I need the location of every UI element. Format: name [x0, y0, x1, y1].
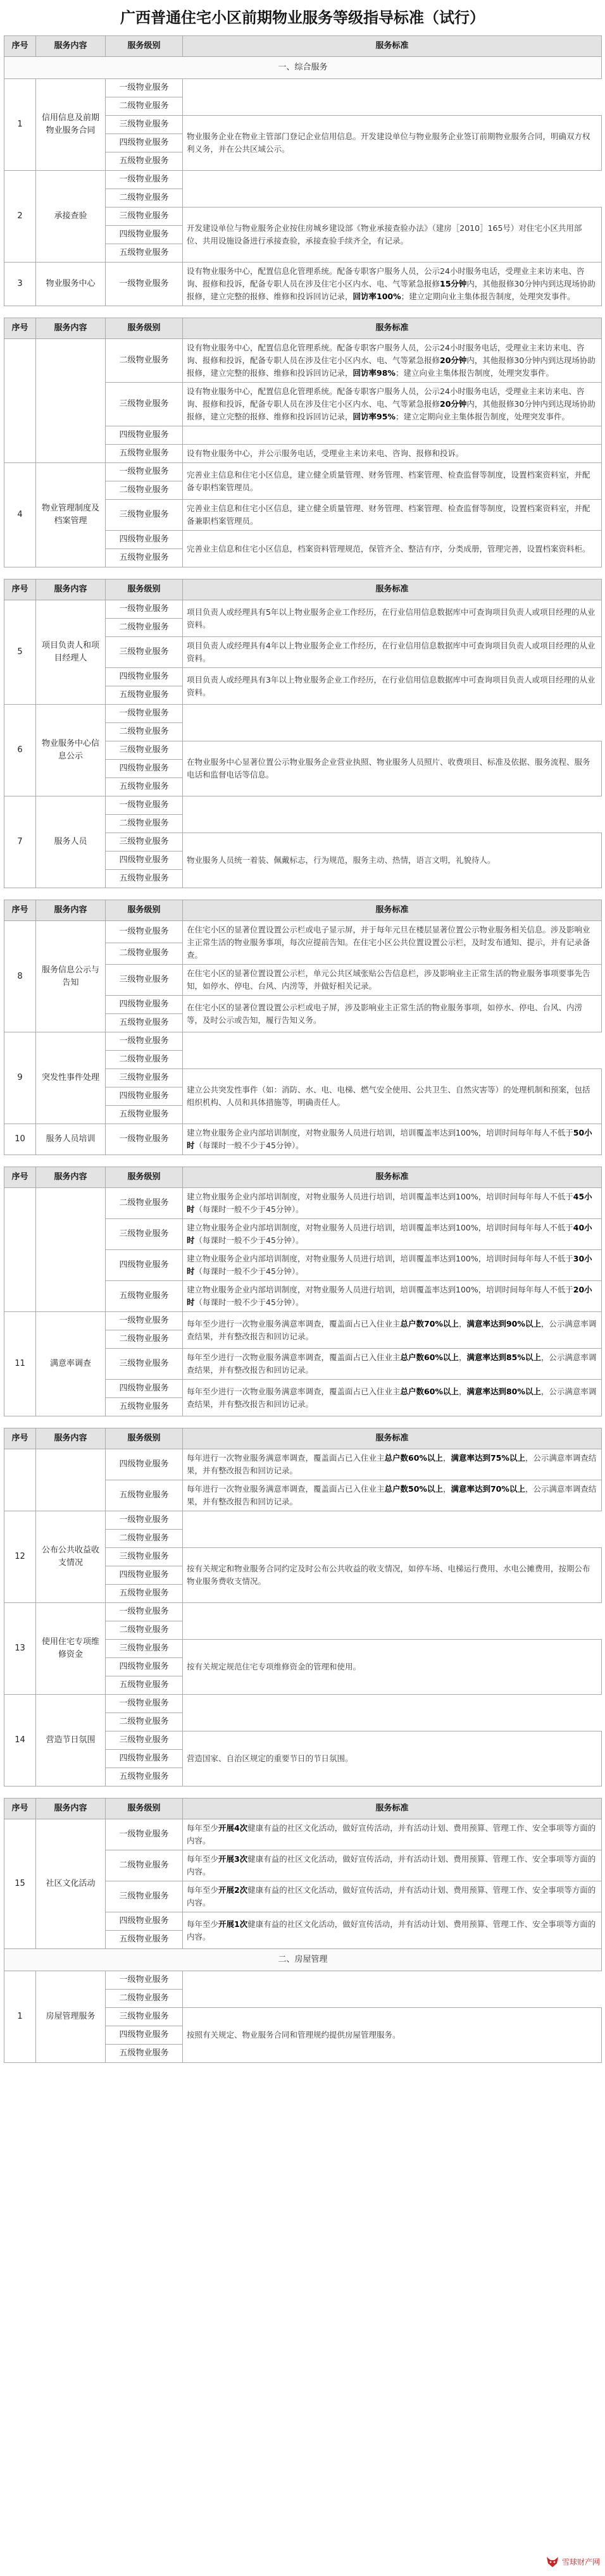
service-level: 三级物业服务	[106, 833, 183, 851]
header-no: 序号	[4, 1799, 36, 1819]
table-row	[4, 705, 602, 723]
item-number: 14	[4, 1695, 36, 1786]
service-standard: 建立物业服务企业内部培训制度，对物业服务人员进行培训，培训覆盖率达到100%，培训时间每年每人不低于30小时（每课时一般不少于45分钟）。	[183, 1250, 602, 1281]
service-standard: 建立物业服务企业内部培训制度，对物业服务人员进行培训，培训覆盖率达到100%，培训时间每年每人不低于40小时（每课时一般不少于45分钟）。	[183, 1219, 602, 1250]
service-level: 一级物业服务	[106, 1603, 183, 1621]
standard-table	[4, 1428, 602, 1786]
service-item-name	[36, 1449, 106, 1511]
service-level: 一级物业服务	[106, 79, 183, 97]
service-level: 一级物业服务	[106, 463, 183, 481]
service-standard: 建立物业服务企业内部培训制度，对物业服务人员进行培训，培训覆盖率达到100%，培训时间每年每人不低于45小时（每课时一般不少于45分钟）。	[183, 1188, 602, 1219]
table-row	[4, 600, 602, 619]
service-item-name: 项目负责人和项目经理人	[36, 600, 106, 705]
service-standard: 每年至少开展4次健康有益的社区文化活动，做好宣传活动，并有活动计划、费用预算、管理工作、安全事项等方面的内容。	[183, 1819, 602, 1850]
service-standard: 开发建设单位与物业服务企业按住房城乡建设部《物业承接查验办法》（建房［2010］165号）对住宅小区共用部位、共用设施设备进行承接查验，承接查验手续齐全，有记录。	[183, 207, 602, 263]
item-number: 13	[4, 1603, 36, 1695]
service-level: 五级物业服务	[106, 1106, 183, 1124]
service-level: 二级物业服务	[106, 97, 183, 116]
service-level: 二级物业服务	[106, 1188, 183, 1219]
service-level: 四级物业服务	[106, 531, 183, 549]
service-level: 三级物业服务	[106, 637, 183, 668]
service-level: 五级物业服务	[106, 244, 183, 263]
service-level: 四级物业服务	[106, 1658, 183, 1676]
section-row	[4, 57, 602, 79]
service-level: 五级物业服务	[106, 778, 183, 796]
header-level: 服务级别	[106, 318, 183, 339]
service-level: 一级物业服务	[106, 796, 183, 815]
service-level: 四级物业服务	[106, 851, 183, 870]
service-level: 四级物业服务	[106, 1087, 183, 1106]
header-level: 服务级别	[106, 900, 183, 921]
service-level: 五级物业服务	[106, 1585, 183, 1603]
item-number	[4, 1449, 36, 1511]
service-level: 四级物业服务	[106, 2026, 183, 2045]
standard-table	[4, 1167, 602, 1416]
item-number: 3	[4, 263, 36, 306]
table-row	[4, 921, 602, 943]
service-level: 三级物业服务	[106, 500, 183, 531]
item-number	[4, 339, 36, 463]
service-standard: 每年至少进行一次物业服务满意率调查，覆盖面占已入住业主总户数70%以上，满意率达到90%以上，公示满意率调查结果，并有整改报告和回访记录。	[183, 1312, 602, 1349]
table-row	[4, 463, 602, 481]
item-number: 6	[4, 705, 36, 796]
service-item-name	[36, 1188, 106, 1312]
service-level: 一级物业服务	[106, 1124, 183, 1155]
service-item-name: 房屋管理服务	[36, 1971, 106, 2063]
table-header-row	[4, 579, 602, 600]
table-header-row	[4, 1428, 602, 1449]
header-level: 服务级别	[106, 579, 183, 600]
header-no: 序号	[4, 318, 36, 339]
header-no: 序号	[4, 36, 36, 57]
table-header-row	[4, 1167, 602, 1188]
header-standard: 服务标准	[183, 1799, 602, 1819]
service-standard: 完善业主信息和住宅小区信息，档案资料管理规范，保管齐全、整洁有序，分类成册，管理完善，设置档案资料柜。	[183, 531, 602, 567]
service-item-name: 社区文化活动	[36, 1819, 106, 1949]
service-item-name: 物业管理制度及档案管理	[36, 463, 106, 567]
table-gap	[4, 567, 601, 579]
service-level: 三级物业服务	[106, 1731, 183, 1750]
service-level: 三级物业服务	[106, 2008, 183, 2026]
service-item-name: 服务信息公示与告知	[36, 921, 106, 1032]
service-item-name: 物业服务中心信息公示	[36, 705, 106, 796]
table-row	[4, 796, 602, 815]
header-standard: 服务标准	[183, 1428, 602, 1449]
service-level: 四级物业服务	[106, 134, 183, 152]
header-no: 序号	[4, 1167, 36, 1188]
service-level: 五级物业服务	[106, 2045, 183, 2063]
service-level: 四级物业服务	[106, 1750, 183, 1768]
service-level: 五级物业服务	[106, 1768, 183, 1786]
service-item-name	[36, 339, 106, 463]
service-level: 三级物业服务	[106, 1548, 183, 1566]
header-item: 服务内容	[36, 900, 106, 921]
service-standard: 在物业服务中心显著位置公示物业服务企业营业执照、物业服务人员照片、收费项目、标准及依据、服务流程、服务电话和监督电话等信息。	[183, 741, 602, 796]
service-level: 五级物业服务	[106, 1398, 183, 1416]
service-level: 五级物业服务	[106, 445, 183, 463]
service-level: 二级物业服务	[106, 1621, 183, 1640]
header-item: 服务内容	[36, 579, 106, 600]
service-level: 五级物业服务	[106, 1480, 183, 1511]
service-standard: 每年至少进行一次物业服务满意率调查，覆盖面占已入住业主总户数60%以上，满意率达到80%以上，公示满意率调查结果，并有整改报告和回访记录。	[183, 1380, 602, 1416]
item-number: 10	[4, 1124, 36, 1155]
service-level: 三级物业服务	[106, 116, 183, 134]
service-standard: 建立物业服务企业内部培训制度，对物业服务人员进行培训，培训覆盖率达到100%，培训时间每年每人不低于50小时（每课时一般不少于45分钟）。	[183, 1124, 602, 1155]
table-gap	[4, 1155, 601, 1167]
service-item-name: 突发性事件处理	[36, 1032, 106, 1124]
header-standard: 服务标准	[183, 36, 602, 57]
service-level: 四级物业服务	[106, 760, 183, 778]
service-level: 一级物业服务	[106, 263, 183, 306]
service-level: 二级物业服务	[106, 943, 183, 965]
service-level: 一级物业服务	[106, 600, 183, 619]
service-level: 一级物业服务	[106, 1032, 183, 1051]
service-standard: 物业服务企业在物业主管部门登记企业信用信息。开发建设单位与物业服务企业签订前期物业服务合同，明确双方权利义务，并在公共区域公示。	[183, 116, 602, 171]
service-level: 四级物业服务	[106, 1566, 183, 1585]
service-standard: 按有关规定和物业服务合同约定及时公布公共收益的收支情况，如停车场、电梯运行费用、水电公摊费用，按期公布物业服务费收支情况。	[183, 1548, 602, 1603]
table-header-row	[4, 900, 602, 921]
service-level: 二级物业服务	[106, 1990, 183, 2008]
service-standard: 每年至少开展2次健康有益的社区文化活动，做好宣传活动，并有活动计划、费用预算、管理工作、安全事项等方面的内容。	[183, 1881, 602, 1912]
service-level: 五级物业服务	[106, 870, 183, 888]
service-item-name: 服务人员培训	[36, 1124, 106, 1155]
service-standard: 每年至少进行一次物业服务满意率调查，覆盖面占已入住业主总户数60%以上，满意率达到85%以上，公示满意率调查结果，并有整改报告和回访记录。	[183, 1349, 602, 1380]
table-row	[4, 1312, 602, 1330]
item-number: 9	[4, 1032, 36, 1124]
service-standard: 每年进行一次物业服务满意率调查，覆盖面占已入住业主总户数60%以上，满意率达到75%以上，公示满意率调查结果，并有整改报告和回访记录。	[183, 1449, 602, 1480]
item-number: 4	[4, 463, 36, 567]
service-level: 四级物业服务	[106, 1380, 183, 1398]
standard-table	[4, 900, 602, 1155]
service-standard: 在住宅小区的显著位置设置公示栏或电子显示屏，并于每年元旦在楼层显著位置公示物业服务相关信息。涉及影响业主正常生活的物业服务事项，每次应提前告知。在住宅小区公共位置设置公示栏，及时发布通知、提示，并有记录备查。	[183, 921, 602, 965]
table-gap	[4, 1786, 601, 1798]
service-level: 四级物业服务	[106, 668, 183, 686]
service-level: 三级物业服务	[106, 741, 183, 760]
table-gap	[4, 306, 601, 318]
service-level: 一级物业服务	[106, 1695, 183, 1713]
service-standard: 项目负责人或经理具有5年以上物业服务企业工作经历，在行业信用信息数据库中可查询项目负责人或项目经理的从业资料。	[183, 600, 602, 637]
service-level: 五级物业服务	[106, 1676, 183, 1695]
service-standard: 项目负责人或经理具有3年以上物业服务企业工作经历，在行业信用信息数据库中可查询项目负责人或项目经理的从业资料。	[183, 668, 602, 705]
service-level: 一级物业服务	[106, 705, 183, 723]
service-level: 二级物业服务	[106, 1330, 183, 1349]
table-row	[4, 339, 602, 383]
header-level: 服务级别	[106, 36, 183, 57]
service-item-name: 满意率调查	[36, 1312, 106, 1416]
table-row	[4, 263, 602, 306]
service-level: 一级物业服务	[106, 1819, 183, 1850]
service-level: 三级物业服务	[106, 1640, 183, 1658]
service-level: 二级物业服务	[106, 189, 183, 207]
header-no: 序号	[4, 1428, 36, 1449]
service-level: 二级物业服务	[106, 815, 183, 833]
section-heading: 二、房屋管理	[4, 1949, 602, 1971]
table-row	[4, 1188, 602, 1219]
service-standard: 在住宅小区的显著位置设置公示栏，单元公共区域张贴公告信息栏，涉及影响业主正常生活的物业服务事项要事先告知，如停水、停电、台风、内涝等，并做好相关记录。	[183, 965, 602, 996]
service-level: 二级物业服务	[106, 723, 183, 741]
service-standard: 设有物业服务中心，配置信息化管理系统。配备专职客户服务人员，公示24小时服务电话，受理业主来访来电、咨询、报修和投诉，配备专职人员在涉及住宅小区内水、电、气等紧急报修15分钟内，其他报修30分钟内到达现场协助报修，建立完整的报修、维修和投诉回访记录，回访率100%；建立定期向业主集体报告制度，处理突发事件。	[183, 263, 602, 306]
header-level: 服务级别	[106, 1799, 183, 1819]
service-standard	[183, 426, 602, 445]
table-row	[4, 1603, 602, 1621]
service-standard: 设有物业服务中心，配置信息化管理系统。配备专职客户服务人员，公示24小时服务电话，受理业主来访来电、咨询、报修和投诉，配备专职人员在涉及住宅小区内水、电、气等紧急报修20分钟内，其他报修30分钟内到达现场协助报修，建立完整的报修、维修和投诉回访记录，回访率95%；建立定期向业主集体报告制度，处理突发事件。	[183, 383, 602, 426]
table-row	[4, 1695, 602, 1713]
service-item-name: 承接查验	[36, 171, 106, 263]
item-number: 5	[4, 600, 36, 705]
header-item: 服务内容	[36, 318, 106, 339]
service-standard: 完善业主信息和住宅小区信息，建立健全质量管理、财务管理、档案管理、检查监督等制度，设置档案资料室，并配备专职档案管理员。	[183, 463, 602, 500]
service-level: 三级物业服务	[106, 1069, 183, 1087]
header-item: 服务内容	[36, 36, 106, 57]
service-level: 三级物业服务	[106, 1349, 183, 1380]
service-level: 三级物业服务	[106, 1881, 183, 1912]
header-item: 服务内容	[36, 1799, 106, 1819]
site-watermark	[537, 2552, 600, 2571]
service-level: 一级物业服务	[106, 1511, 183, 1530]
table-gap	[4, 888, 601, 900]
service-level: 五级物业服务	[106, 549, 183, 567]
service-standard: 营造国家、自治区规定的重要节日的节日氛围。	[183, 1731, 602, 1786]
service-standard: 每年至少开展3次健康有益的社区文化活动，做好宣传活动，并有活动计划、费用预算、管理工作、安全事项等方面的内容。	[183, 1850, 602, 1881]
service-standard: 设有物业服务中心，并公示服务电话，受理业主来访来电、咨询、报修和投诉。	[183, 445, 602, 463]
service-standard: 设有物业服务中心，配置信息化管理系统。配备专职客户服务人员，公示24小时服务电话，受理业主来访来电、咨询、报修和投诉，配备专职人员在涉及住宅小区内水、电、气等紧急报修20分钟内，其他报修30分钟内到达现场协助报修，建立完整的报修、维修和投诉回访记录，回访率98%；建立向业主集体报告制度，处理突发事件。	[183, 339, 602, 383]
service-standard: 在住宅小区的显著位置设置公示栏或电子屏，涉及影响业主正常生活的物业服务事项，如停水、停电、台风、内涝等，及时公示或告知，履行告知义务。	[183, 996, 602, 1032]
table-row	[4, 1124, 602, 1155]
section-row	[4, 1949, 602, 1971]
item-number	[4, 1188, 36, 1312]
service-level: 二级物业服务	[106, 1530, 183, 1548]
service-item-name: 营造节日氛围	[36, 1695, 106, 1786]
table-row	[4, 1971, 602, 1990]
service-standard: 每年至少开展1次健康有益的社区文化活动，做好宣传活动，并有活动计划、费用预算、管理工作、安全事项等方面的内容。	[183, 1912, 602, 1949]
item-number: 1	[4, 1971, 36, 2063]
service-standard: 建立公共突发性事件（如：消防、水、电、电梯、燃气安全使用、公共卫生、自然灾害等）的处理机制和预案，包括组织机构、人员和具体措施等，明确责任人。	[183, 1069, 602, 1124]
watermark-text: 雪球财产网	[561, 2557, 600, 2567]
service-level: 二级物业服务	[106, 619, 183, 637]
standard-table	[4, 318, 602, 567]
standard-table	[4, 579, 602, 888]
header-standard: 服务标准	[183, 318, 602, 339]
header-level: 服务级别	[106, 1428, 183, 1449]
service-level: 二级物业服务	[106, 1051, 183, 1069]
service-level: 一级物业服务	[106, 1971, 183, 1990]
item-number: 2	[4, 171, 36, 263]
service-level: 五级物业服务	[106, 152, 183, 171]
service-standard: 项目负责人或经理具有4年以上物业服务企业工作经历，在行业信用信息数据库中可查询项目负责人或项目经理的从业资料。	[183, 637, 602, 668]
service-standard: 按有关规定规范住宅专项维修资金的管理和使用。	[183, 1640, 602, 1695]
table-row	[4, 1511, 602, 1530]
item-number: 15	[4, 1819, 36, 1949]
service-level: 四级物业服务	[106, 226, 183, 244]
standard-table	[4, 1798, 602, 2063]
service-item-name: 使用住宅专项维修资金	[36, 1603, 106, 1695]
header-item: 服务内容	[36, 1167, 106, 1188]
service-item-name: 物业服务中心	[36, 263, 106, 306]
service-level: 四级物业服务	[106, 426, 183, 445]
service-item-name: 公布公共收益收支情况	[36, 1511, 106, 1603]
service-standard: 按照有关规定、物业服务合同和管理规约提供房屋管理服务。	[183, 2008, 602, 2063]
item-number: 7	[4, 796, 36, 888]
table-header-row	[4, 1799, 602, 1819]
header-item: 服务内容	[36, 1428, 106, 1449]
service-level: 五级物业服务	[106, 1014, 183, 1032]
service-standard: 每年进行一次物业服务满意率调查，覆盖面占已入住业主总户数50%以上，满意率达到70%以上，公示满意率调查结果，并有整改报告和回访记录。	[183, 1480, 602, 1511]
header-standard: 服务标准	[183, 579, 602, 600]
service-level: 二级物业服务	[106, 481, 183, 500]
service-item-name: 信用信息及前期物业服务合同	[36, 79, 106, 171]
table-row	[4, 1032, 602, 1051]
table-header-row	[4, 318, 602, 339]
item-number: 8	[4, 921, 36, 1032]
section-heading: 一、综合服务	[4, 57, 602, 79]
service-level: 四级物业服务	[106, 1250, 183, 1281]
header-no: 序号	[4, 579, 36, 600]
service-level: 四级物业服务	[106, 1912, 183, 1931]
service-level: 二级物业服务	[106, 1713, 183, 1731]
service-level: 五级物业服务	[106, 686, 183, 705]
header-level: 服务级别	[106, 1167, 183, 1188]
service-level: 三级物业服务	[106, 383, 183, 426]
service-level: 一级物业服务	[106, 1312, 183, 1330]
service-level: 四级物业服务	[106, 1449, 183, 1480]
standard-tables	[4, 35, 601, 2063]
service-standard: 物业服务人员统一着装、佩戴标志，行为规范，服务主动、热情，语言文明，礼貌待人。	[183, 833, 602, 888]
item-number: 1	[4, 79, 36, 171]
document-title: 广西普通住宅小区前期物业服务等级指导标准（试行）	[120, 8, 485, 27]
service-standard: 完善业主信息和住宅小区信息，建立健全质量管理、财务管理、档案管理、检查监督等制度，设置档案资料室，并配备兼职档案管理员。	[183, 500, 602, 531]
header-no: 序号	[4, 900, 36, 921]
item-number: 11	[4, 1312, 36, 1416]
service-level: 五级物业服务	[106, 1931, 183, 1949]
table-row	[4, 171, 602, 189]
table-gap	[4, 1416, 601, 1428]
service-standard: 建立物业服务企业内部培训制度，对物业服务人员进行培训，培训覆盖率达到100%，培训时间每年每人不低于20小时（每课时一般不少于45分钟）。	[183, 1281, 602, 1312]
table-row	[4, 1449, 602, 1480]
service-level: 二级物业服务	[106, 339, 183, 383]
fox-logo-icon	[546, 2554, 559, 2568]
service-level: 三级物业服务	[106, 207, 183, 226]
service-level: 二级物业服务	[106, 1850, 183, 1881]
table-row	[4, 79, 602, 97]
service-level: 三级物业服务	[106, 965, 183, 996]
service-level: 三级物业服务	[106, 1219, 183, 1250]
service-level: 一级物业服务	[106, 171, 183, 189]
header-standard: 服务标准	[183, 1167, 602, 1188]
standard-table	[4, 35, 602, 306]
service-item-name: 服务人员	[36, 796, 106, 888]
table-header-row	[4, 36, 602, 57]
service-level: 五级物业服务	[106, 1281, 183, 1312]
table-row	[4, 1819, 602, 1850]
item-number: 12	[4, 1511, 36, 1603]
service-level: 四级物业服务	[106, 996, 183, 1014]
header-standard: 服务标准	[183, 900, 602, 921]
service-level: 一级物业服务	[106, 921, 183, 943]
